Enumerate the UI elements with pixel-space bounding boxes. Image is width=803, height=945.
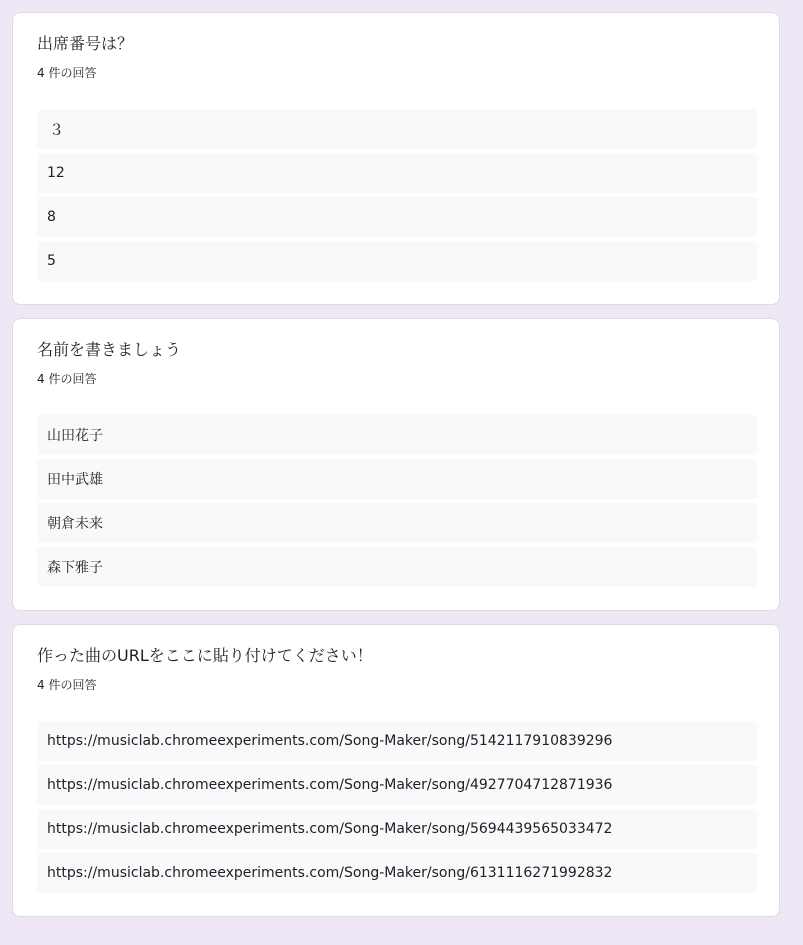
answer-item: 5 (37, 241, 757, 281)
answer-item: https://musiclab.chromeexperiments.com/Song-Maker/song/6131116271992832 (37, 853, 757, 893)
answer-item: 森下雅子 (37, 547, 757, 587)
response-count: 4 件の回答 (37, 372, 97, 386)
answer-item: 田中武雄 (37, 459, 757, 499)
answer-item: ３ (37, 109, 757, 149)
question-card-attendance-number (12, 12, 780, 305)
answer-item: 山田花子 (37, 415, 757, 455)
response-count: 4 件の回答 (37, 678, 97, 692)
question-title: 出席番号は？ (37, 34, 134, 53)
answer-item: 12 (37, 153, 757, 193)
question-card-song-url (12, 624, 780, 917)
response-count: 4 件の回答 (37, 66, 97, 80)
answer-item: https://musiclab.chromeexperiments.com/Song-Maker/song/5694439565033472 (37, 809, 757, 849)
answer-item: 朝倉未来 (37, 503, 757, 543)
question-title: 名前を書きましょう (37, 340, 182, 359)
answer-list (37, 415, 757, 591)
answer-item: https://musiclab.chromeexperiments.com/Song-Maker/song/4927704712871936 (37, 765, 757, 805)
answer-item: https://musiclab.chromeexperiments.com/Song-Maker/song/5142117910839296 (37, 721, 757, 761)
answer-list (37, 721, 757, 897)
question-card-name (12, 318, 780, 611)
answer-list (37, 109, 757, 285)
answer-item: 8 (37, 197, 757, 237)
question-title: 作った曲のURLをここに貼り付けてください！ (37, 646, 373, 665)
